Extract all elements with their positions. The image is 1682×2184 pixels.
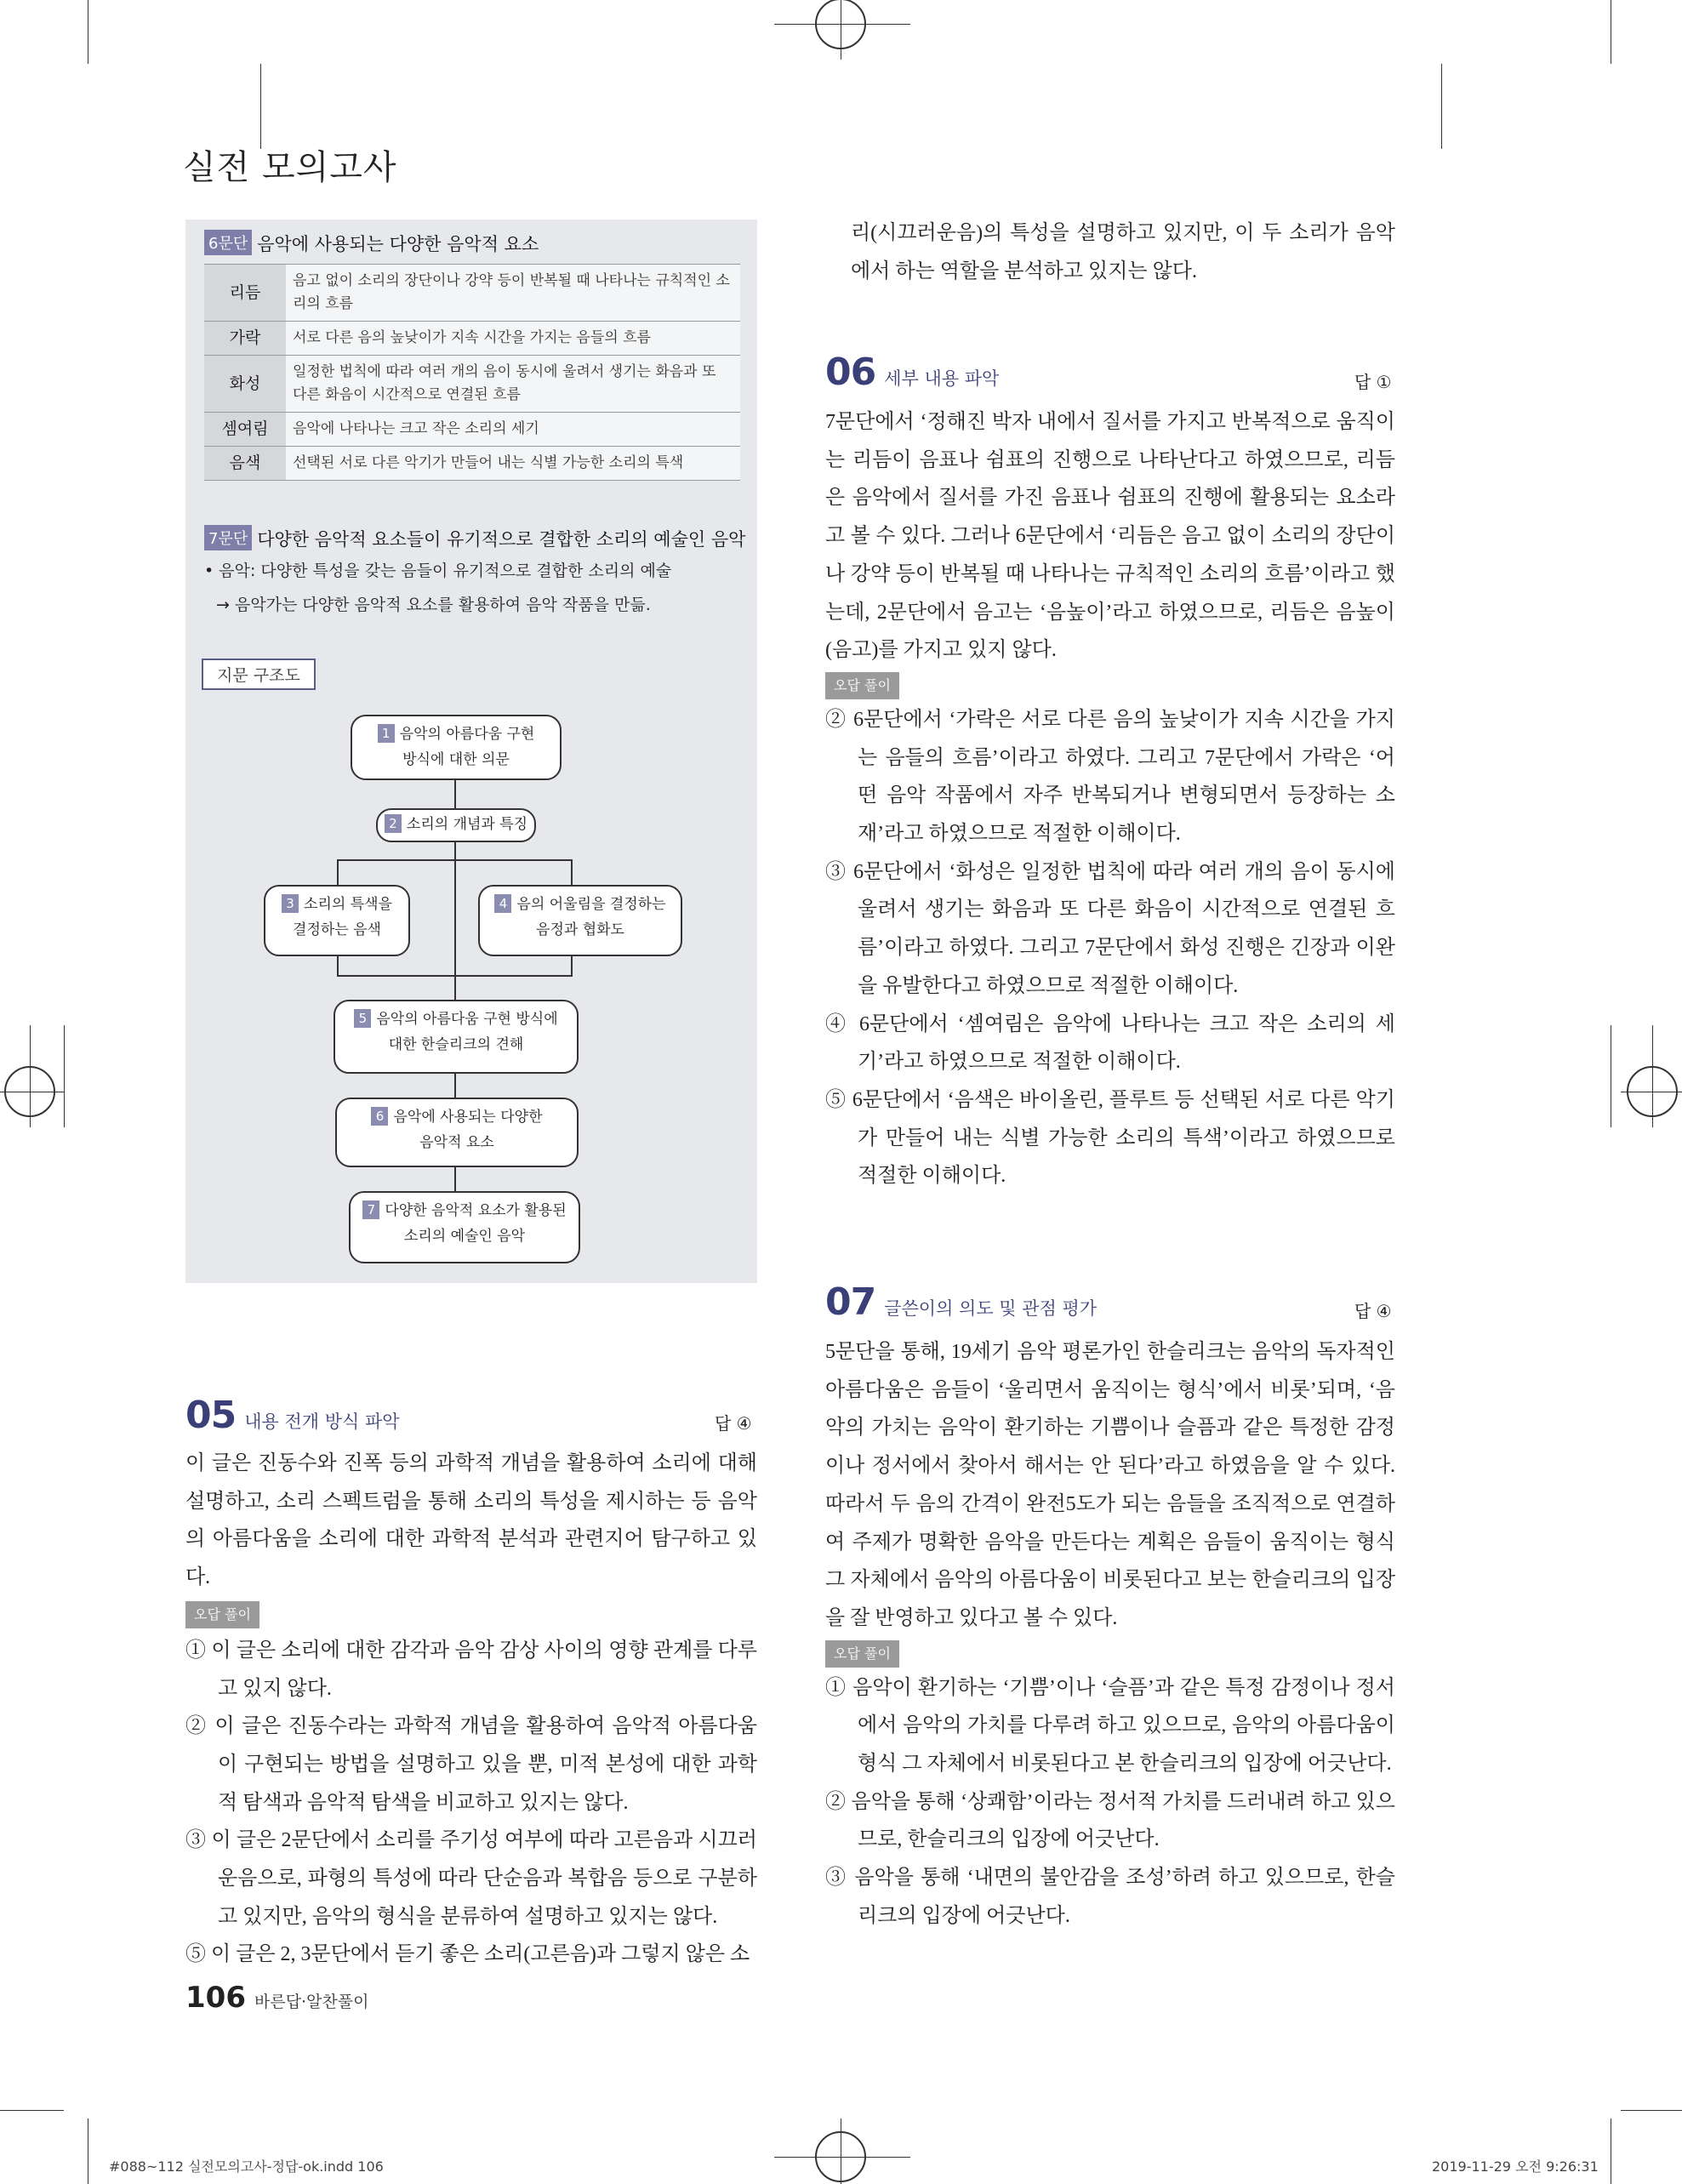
list-item: ⑤ 이 글은 2, 3문단에서 듣기 좋은 소리(고른음)과 그렇지 않은 소 xyxy=(185,1943,750,1966)
registration-mark xyxy=(815,2131,866,2182)
section-7-heading: 7문단 다양한 음악적 요소들이 유기적으로 결합한 소리의 예술인 음악 xyxy=(204,525,745,551)
page-label: 바른답·알찬풀이 xyxy=(254,1993,369,2011)
wrong-answer-label: 오답 풀이 xyxy=(825,1640,899,1668)
structure-node-3: 3 소리의 특색을 결정하는 음색 xyxy=(264,885,410,956)
table-row: 셈여림 음악에 나타나는 크고 작은 소리의 세기 xyxy=(204,413,740,447)
list-item: ④ 6문단에서 ‘셈여림은 음악에 나타나는 크고 작은 소리의 세기’라고 하였으므로 적절한 이해이다. xyxy=(825,1012,1395,1074)
list-item: ③ 이 글은 2문단에서 소리를 주기성 여부에 따라 고른음과 시끄러운음으로, 파형의 특성에 따라 단순음과 복합음 등으로 구분하고 있지만, 음악의 형식을 분류하여 설명하고 있지는 않다. xyxy=(185,1829,757,1928)
list-item: ① 음악이 환기하는 ‘기쁨’이나 ‘슬픔’과 같은 특정 감정이나 정서에서 음악의 가치를 다루려 하고 있으므로, 음악의 아름다움이 형식 그 자체에서 비롯된다고 본 한슬리크의 입장에 어긋난다. xyxy=(825,1676,1395,1776)
list-item: ③ 음악을 통해 ‘내면의 불안감을 조성’하려 하고 있으므로, 한슬리크의 입장에 어긋난다. xyxy=(825,1867,1395,1927)
list-item: ② 이 글은 진동수라는 과학적 개념을 활용하여 음악적 아름다움이 구현되는 방법을 설명하고 있을 뿐, 미적 본성에 대한 과학적 탐색과 음악적 탐색을 비교하고 있지는 않다. xyxy=(185,1715,757,1814)
page-number: 106 xyxy=(185,1981,246,2015)
continued-text: 리(시끄러운음)의 특성을 설명하고 있지만, 이 두 소리가 음악에서 하는 역할을 분석하고 있지는 않다. xyxy=(851,222,1395,282)
structure-node-5: 5 음악의 아름다움 구현 방식에 대한 한슬리크의 견해 xyxy=(334,1000,579,1074)
table-row: 화성 일정한 법칙에 따라 여러 개의 음이 동시에 울려서 생기는 화음과 또 다른 화음이 시간적으로 연결된 흐름 xyxy=(204,356,740,413)
question-06-explanation: 7문단에서 ‘정해진 박자 내에서 질서를 가지고 반복적으로 움직이는 리듬이 음표나 쉼표의 진행으로 나타난다고 하였으므로, 리듬은 음악에서 질서를 가진 음표나 쉼표의 진행에 활용되는 요소라고 볼 수 있다. 그러나 6문단에서 ‘리듬은 음고 없이 소리의 장단이나 강약 등이 반복될 때 나타나는 규칙적인 소리의 흐름’이라고 했는데, 2문단에서 음고는 ‘음높이’라고 하였으므로, 리듬은 음높이(음고)를 가지고 있지 않다. 오답 풀이 ② 6문단에서 ‘가락은 서로 다른 음의 높낮이가 지속 시간을 가지는 음들의 흐름’이라고 하였다. 그리고 7문단에서 가락은 ‘어떤 음악 작품에서 자주 반복되거나 변형되면서 등장하는 소재’라고 하였으므로 적절한 이해이다. ③ 6문단에서 ‘화성은 일정한 법칙에 따라 여러 개의 음이 동시에 울려서 생기는 화음과 또 다른 화음이 시간적으로 연결된 흐름’이라고 하였다. 그리고 7문단에서 화성 진행은 긴장과 이완을 유발한다고 하였으므로 적절한 이해이다. ④ 6문단에서 ‘셈여림은 음악에 나타나는 크고 작은 소리의 세기’라고 하였으므로 적절한 이해이다. ⑤ 6문단에서 ‘음색은 바이올린, 플루트 등 선택된 서로 다른 악기가 만들어 내는 식별 가능한 소리의 특색’이라고 하였으므로 적절한 이해이다. xyxy=(825,403,1395,1195)
list-item: ⑤ 6문단에서 ‘음색은 바이올린, 플루트 등 선택된 서로 다른 악기가 만들어 내는 식별 가능한 소리의 특색’이라고 하였으므로 적절한 이해이다. xyxy=(825,1088,1395,1188)
question-06-answer: 답 ① xyxy=(1354,372,1392,392)
question-07-explanation: 5문단을 통해, 19세기 음악 평론가인 한슬리크는 음악의 독자적인 아름다움은 음들이 ‘울리면서 움직이는 형식’에서 비롯’되며, ‘음악의 가치는 음악이 환기하는 기쁨이나 슬픔과 같은 특정한 감정이나 정서에서 찾아서 해서는 안 된다’라고 하였음을 알 수 있다. 따라서 두 음의 간격이 완전5도가 되는 음들을 조직적으로 연결하여 주제가 명확한 음악을 만든다는 계획은 음들이 움직이는 형식 그 자체에서 음악의 아름다움이 비롯된다고 보는 한슬리크의 입장을 잘 반영하고 있다고 볼 수 있다. 오답 풀이 ① 음악이 환기하는 ‘기쁨’이나 ‘슬픔’과 같은 특정 감정이나 정서에서 음악의 가치를 다루려 하고 있으므로, 음악의 아름다움이 형식 그 자체에서 비롯된다고 본 한슬리크의 입장에 어긋난다. ② 음악을 통해 ‘상쾌함’이라는 정서적 가치를 드러내려 하고 있으므로, 한슬리크의 입장에 어긋난다. ③ 음악을 통해 ‘내면의 불안감을 조성’하려 하고 있으므로, 한슬리크의 입장에 어긋난다. xyxy=(825,1333,1395,1936)
wrong-answer-label: 오답 풀이 xyxy=(825,672,899,699)
question-06-header: 06 세부 내용 파악 xyxy=(825,351,1000,394)
page-number-block xyxy=(185,1981,369,2015)
list-item: ① 이 글은 소리에 대한 감각과 음악 감상 사이의 영향 관계를 다루고 있지 않다. xyxy=(185,1639,757,1700)
question-05-answer: 답 ④ xyxy=(715,1413,752,1434)
structure-label: 지문 구조도 xyxy=(202,659,316,690)
section-6-heading: 6문단 음악에 사용되는 다양한 음악적 요소 xyxy=(204,230,539,256)
structure-node-2: 2 소리의 개념과 특징 xyxy=(376,808,536,842)
wrong-answer-label: 오답 풀이 xyxy=(185,1601,259,1628)
section-tag: 6문단 xyxy=(204,230,252,255)
list-item: ② 음악을 통해 ‘상쾌함’이라는 정서적 가치를 드러내려 하고 있으므로, 한슬리크의 입장에 어긋난다. xyxy=(825,1790,1395,1851)
table-row: 리듬 음고 없이 소리의 장단이나 강약 등이 반복될 때 나타나는 규칙적인 소리의 흐름 xyxy=(204,265,740,322)
structure-node-4: 4 음의 어울림을 결정하는 음정과 협화도 xyxy=(478,885,682,956)
question-05-explanation: 이 글은 진동수와 진폭 등의 과학적 개념을 활용하여 소리에 대해 설명하고, 소리 스펙트럼을 통해 소리의 특성을 제시하는 등 음악의 아름다움을 소리에 대한 과학적 분석과 관련지어 탐구하고 있다. 오답 풀이 ① 이 글은 소리에 대한 감각과 음악 감상 사이의 영향 관계를 다루고 있지 않다. ② 이 글은 진동수라는 과학적 개념을 활용하여 음악적 아름다움이 구현되는 방법을 설명하고 있을 뿐, 미적 본성에 대한 과학적 탐색과 음악적 탐색을 비교하고 있지는 않다. ③ 이 글은 2문단에서 소리를 주기성 여부에 따라 고른음과 시끄러운음으로, 파형의 특성에 따라 단순음과 복합음 등으로 구분하고 있지만, 음악의 형식을 분류하여 설명하고 있지는 않다. ⑤ 이 글은 2, 3문단에서 듣기 좋은 소리(고른음)과 그렇지 않은 소 xyxy=(185,1445,757,1974)
footer-date: 2019-11-29 오전 9:26:31 xyxy=(1432,2158,1599,2175)
structure-node-7: 7 다양한 음악적 요소가 활용된 소리의 예술인 음악 xyxy=(349,1191,580,1263)
question-07-header: 07 글쓴이의 의도 및 관점 평가 xyxy=(825,1280,1098,1324)
question-05-header: 05 내용 전개 방식 파악 xyxy=(185,1394,400,1437)
footer-file: #088~112 실전모의고사-정답-ok.indd 106 xyxy=(109,2158,384,2175)
section-tag: 7문단 xyxy=(204,525,252,550)
section-7-bullets: • 음악: 다양한 특성을 갖는 음들이 유기적으로 결합한 소리의 예술 → 음악가는 다양한 음악적 요소를 활용하여 음악 작품을 만듦. xyxy=(204,562,672,614)
list-item: ② 6문단에서 ‘가락은 서로 다른 음의 높낮이가 지속 시간을 가지는 음들의 흐름’이라고 하였다. 그리고 7문단에서 가락은 ‘어떤 음악 작품에서 자주 반복되거나 변형되면서 등장하는 소재’라고 하였으므로 적절한 이해이다. xyxy=(825,708,1395,846)
page-title: 실전 모의고사 xyxy=(183,148,397,187)
question-07-answer: 답 ④ xyxy=(1354,1301,1392,1321)
table-row: 음색 선택된 서로 다른 악기가 만들어 내는 식별 가능한 소리의 특색 xyxy=(204,447,740,481)
list-item: ③ 6문단에서 ‘화성은 일정한 법칙에 따라 여러 개의 음이 동시에 울려서 생기는 화음과 또 다른 화음이 시간적으로 연결된 흐름’이라고 하였다. 그리고 7문단에서 화성 진행은 긴장과 이완을 유발한다고 하였으므로 적절한 이해이다. xyxy=(825,860,1395,997)
music-elements-table xyxy=(204,264,740,481)
structure-node-6: 6 음악에 사용되는 다양한 음악적 요소 xyxy=(335,1098,579,1167)
registration-mark xyxy=(815,0,866,49)
structure-node-1: 1 음악의 아름다움 구현 방식에 대한 의문 xyxy=(351,715,562,780)
table-row: 가락 서로 다른 음의 높낮이가 지속 시간을 가지는 음들의 흐름 xyxy=(204,322,740,356)
